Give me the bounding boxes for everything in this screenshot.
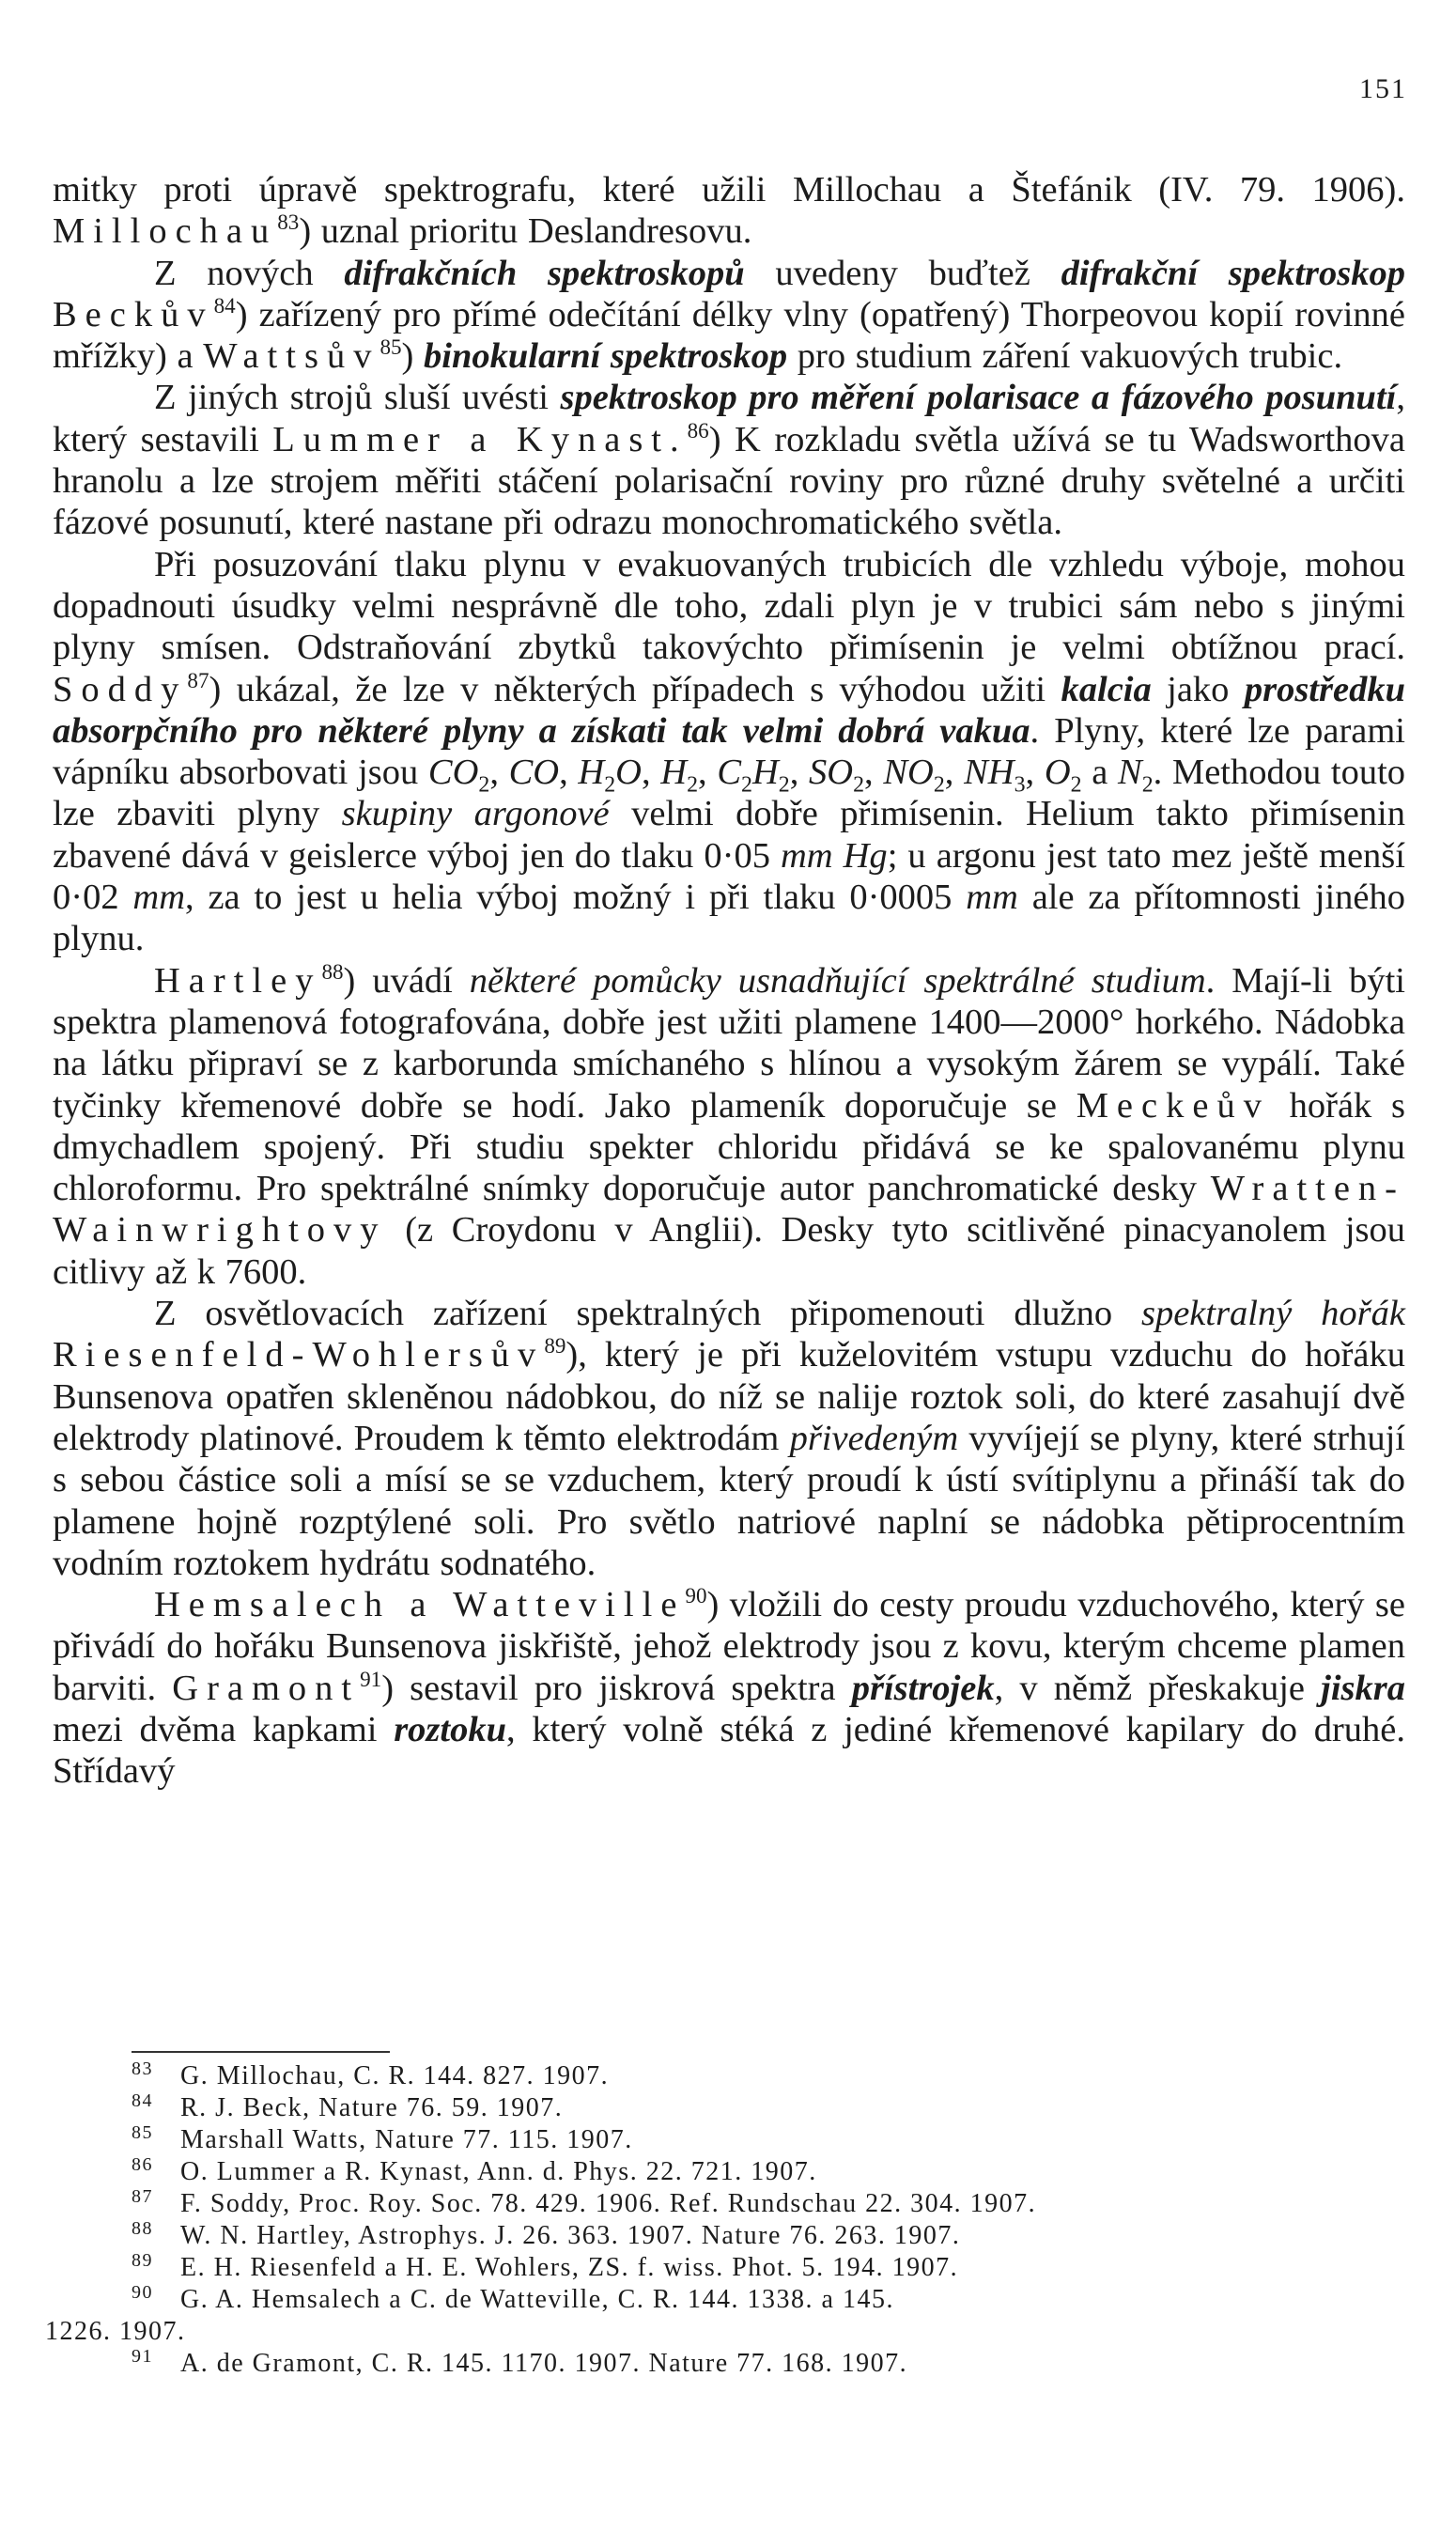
emphasis-text: difrakčních spektroskopů <box>344 253 745 293</box>
spaced-name: Riesenfeld-Wohlersův <box>53 1335 545 1375</box>
footnote-ref: 84 <box>213 293 236 318</box>
text-run: ale za přítomnosti jiného plynu. <box>53 878 1405 959</box>
footnote-text: Marshall Watts, Nature 77. 115. 1907. <box>180 2125 633 2154</box>
subscript: 2 <box>1141 772 1154 798</box>
italic-text: spektralný hořák <box>1140 1294 1405 1334</box>
subscript: 3 <box>1014 772 1026 798</box>
subscript: 2 <box>778 772 790 798</box>
paragraph <box>53 544 1405 960</box>
footnote-ref: 86 <box>687 417 709 443</box>
emphasis-text: binokularní spektroskop <box>424 336 788 377</box>
footnote-text: 1226. 1907. <box>45 2317 186 2346</box>
subscript: 2 <box>478 772 490 798</box>
subscript: 2 <box>933 772 945 798</box>
text-run: , <box>789 753 810 793</box>
footnote: 91 A. de Gramont, C. R. 145. 1170. 1907. Nature 77. 168. 1907. <box>132 2345 908 2378</box>
footnote-text: O. Lummer a R. Kynast, Ann. d. Phys. 22. 721. 1907. <box>180 2157 817 2186</box>
text-run: ), který je při kuželovitém vstupu vzduchu do hořáku Bunsenova opatřen skleněnou nádobkou, do níž se nalije roztok soli, do které zasahují dvě elektrody platinové. Proudem k těmto elektrodám <box>53 1335 1405 1458</box>
text-run: , za to jest u helia výboj možný i při tlaku 0·0005 <box>185 878 967 918</box>
footnote-text: G. Millochau, C. R. 144. 827. 1907. <box>180 2061 610 2090</box>
text-run: Z jiných strojů sluší uvésti <box>154 378 561 418</box>
text-run: mitky proti úpravě spektrografu, které užili Millochau a Štefánik (IV. 79. 1906). <box>53 170 1405 210</box>
footnote-divider <box>132 2051 390 2053</box>
footnote-ref: 90 <box>685 1583 707 1608</box>
spaced-name: Hemsalech a Watteville <box>154 1585 686 1625</box>
text-run: . Methodou touto lze zbaviti plyny <box>53 753 1406 834</box>
italic-text: O <box>615 753 642 793</box>
italic-text: NO <box>883 753 934 793</box>
subscript: 2 <box>687 772 699 798</box>
text-run: jako <box>1151 669 1245 709</box>
footnote-text: A. de Gramont, C. R. 145. 1170. 1907. Nature 77. 168. 1907. <box>180 2349 908 2378</box>
emphasis-text: difrakční spektroskop <box>1061 253 1405 293</box>
paragraph <box>53 960 1405 1293</box>
footnote-text: G. A. Hemsalech a C. de Watteville, C. R. 144. 1338. a 145. <box>180 2285 894 2314</box>
footnote: 90 G. A. Hemsalech a C. de Watteville, C. R. 144. 1338. a 145. <box>132 2281 894 2314</box>
emphasis-text: jiskra <box>1321 1668 1406 1708</box>
emphasis-text: spektroskop pro měření polarisace a fázového posunutí <box>560 378 1397 418</box>
footnote: 87 F. Soddy, Proc. Roy. Soc. 78. 429. 1906. Ref. Rundschau 22. 304. 1907. <box>132 2185 1037 2218</box>
footnote: 83 G. Millochau, C. R. 144. 827. 1907. <box>132 2058 610 2090</box>
emphasis-text: prostředku absorpčního pro některé plyny a získati tak velmi dobrá vakua <box>53 669 1405 751</box>
subscript: 2 <box>604 772 616 798</box>
italic-text: přivedeným <box>789 1418 959 1458</box>
text-run: pro studium záření vakuových trubic. <box>787 336 1343 377</box>
italic-text: SO <box>809 753 854 793</box>
text-run: Při posuzování tlaku plynu v evakuovaných trubicích dle vzhledu výboje, mohou dopadnouti úsudky velmi nesprávně dle toho, zdali plyn je v trubici sám nebo s jinými plyny smísen. Odstraňování zbytků takovýchto přimísenin je velmi obtížnou prací. <box>53 544 1405 668</box>
text-run: ) <box>401 336 424 377</box>
footnote-text: R. J. Beck, Nature 76. 59. 1907. <box>180 2093 564 2122</box>
footnote: 84 R. J. Beck, Nature 76. 59. 1907. <box>132 2089 564 2122</box>
subscript: 2 <box>1070 772 1082 798</box>
text-run: hořák s dmychadlem spojený. Při studiu spekter chloridu přidává se ke spalovanému plynu chloroformu. Pro spektrálné snímky doporučuje autor panchromatické desky <box>53 1085 1405 1209</box>
text-run: uvedeny buďtež <box>744 253 1061 293</box>
italic-text: některé pomůcky usnadňující spektrálné studium <box>469 960 1206 1001</box>
emphasis-text: kalcia <box>1061 669 1152 709</box>
text-run: Z nových <box>154 253 345 293</box>
footnote-text: F. Soddy, Proc. Roy. Soc. 78. 429. 1906. Ref. Rundschau 22. 304. 1907. <box>180 2189 1037 2218</box>
subscript: 2 <box>741 772 752 798</box>
footnote-ref: 83 <box>277 210 300 235</box>
text-run: ) sestavil pro jiskrová spektra <box>381 1668 852 1708</box>
page-number: 151 <box>1359 73 1407 104</box>
text-run: (z Croydonu v Anglii). Desky tyto scitlivěné pinacyanolem jsou citlivy až k 7600. <box>53 1210 1405 1292</box>
text-run: , který volně stéká z jediné křemenové kapilary do druhé. Střídavý <box>53 1709 1406 1792</box>
text-run: . Mají-li býti spektra plamenová fotografována, dobře jest užiti plamene 1400—2000° horkého. Nádobka na látku připraví se z karborunda smíchaného s hlínou a vysokým žárem se vypálí. Také tyčinky křemenové dobře se hodí. Jako plameník doporučuje se <box>53 960 1405 1126</box>
footnote: 85 Marshall Watts, Nature 77. 115. 1907. <box>132 2121 633 2154</box>
text-run: , <box>489 753 509 793</box>
text-run: ) K rozkladu světla užívá se tu Wadsworthova hranolu a lze strojem měřiti stáčení polarisační roviny pro různé druhy světelné a určiti fázové posunutí, které nastane při odrazu monochromatického světla. <box>53 419 1405 543</box>
spaced-name: Millochau <box>53 211 278 252</box>
footnote-ref: 85 <box>379 334 402 360</box>
paragraph <box>53 1293 1405 1584</box>
body-text <box>53 169 1405 1793</box>
paragraph <box>53 253 1405 378</box>
paragraph <box>53 1584 1405 1792</box>
text-run: a <box>1081 753 1119 793</box>
spaced-name: Wratten-Wainwrightovy <box>53 1169 1405 1250</box>
italic-text: NH <box>964 753 1015 793</box>
italic-text: H <box>751 753 779 793</box>
spaced-name: Hartley <box>154 960 322 1001</box>
spaced-name: Lummer a Kynast. <box>272 419 688 459</box>
spaced-name: Wattsův <box>203 336 380 377</box>
footnote-continuation <box>45 2316 1409 2348</box>
footnote-ref: 89 <box>544 1333 566 1359</box>
italic-text: C <box>717 753 742 793</box>
text-run: ) uznal prioritu Deslandresovu. <box>299 211 752 252</box>
spaced-name: Beckův <box>53 294 214 334</box>
footnotes <box>45 2058 1409 2380</box>
emphasis-text: přístrojek <box>851 1668 995 1708</box>
text-run: Z osvětlovacích zařízení spektralných připomenouti dlužno <box>154 1294 1141 1334</box>
footnote-ref: 91 <box>360 1666 382 1691</box>
emphasis-text: roztoku <box>394 1709 507 1749</box>
italic-text: CO <box>427 753 479 793</box>
italic-text: N <box>1118 753 1142 793</box>
text-run: , <box>1025 753 1045 793</box>
footnote-text: W. N. Hartley, Astrophys. J. 26. 363. 1907. Nature 76. 263. 1907. <box>180 2221 961 2250</box>
text-run: ) ukázal, že lze v některých případech s výhodou užiti <box>209 669 1061 709</box>
text-run: . Plyny, které lze parami vápníku absorbovati jsou <box>53 710 1405 793</box>
italic-text: mm <box>132 878 186 918</box>
italic-text: mm Hg <box>780 835 888 876</box>
text-run: , <box>864 753 884 793</box>
text-run: , <box>641 753 661 793</box>
text-run: mezi dvěma kapkami <box>53 1709 395 1749</box>
footnote-text: E. H. Riesenfeld a H. E. Wohlers, ZS. f. wiss. Phot. 5. 194. 1907. <box>180 2253 959 2282</box>
text-run: vyvíjejí se plyny, které strhují s sebou částice soli a mísí se se vzduchem, který proudí k ústí svítiplynu a přináší tak do plamene hojně rozptýlené soli. Pro světlo natriové naplní se nádobka pětiprocentním vodním roztokem hydrátu sodnatého. <box>53 1418 1405 1583</box>
text-run: ) uvádí <box>343 960 470 1001</box>
subscript: 2 <box>853 772 865 798</box>
text-run: ) zařízený pro přímé odečítání délky vlny (opatřený) Thorpeovou kopií rovinné mřížky) a <box>53 294 1405 377</box>
text-run: , který sestavili <box>53 378 1405 459</box>
italic-text: mm <box>966 878 1018 918</box>
text-run: ) vložili do cesty proudu vzduchového, který se přivádí do hořáku Bunsenova jiskřiště, jehož elektrody jsou z kovu, kterým chceme plamen barviti. <box>53 1585 1405 1708</box>
spaced-name: Meckeův <box>1076 1085 1270 1126</box>
text-run: velmi dobře přimísenin. Helium takto přimísenin zbavené dává v geislerce výboj jen do tlaku 0·05 <box>53 794 1405 876</box>
italic-text: H <box>578 753 605 793</box>
text-run: ; u argonu jest tato mez ještě menší 0·02 <box>53 835 1405 918</box>
paragraph <box>53 169 1405 253</box>
text-run: , <box>559 753 579 793</box>
italic-text: skupiny argonové <box>341 794 610 834</box>
paragraph <box>53 377 1405 543</box>
footnote: 86 O. Lummer a R. Kynast, Ann. d. Phys. 22. 721. 1907. <box>132 2153 817 2186</box>
text-run: , <box>698 753 718 793</box>
text-run: , <box>944 753 965 793</box>
italic-text: O <box>1044 753 1071 793</box>
footnote: 88 W. N. Hartley, Astrophys. J. 26. 363. 1907. Nature 76. 263. 1907. <box>132 2217 961 2250</box>
text-run: , v němž přeskakuje <box>994 1668 1322 1708</box>
spaced-name: Soddy <box>53 669 188 709</box>
spaced-name: Gramont <box>172 1668 361 1708</box>
footnote-ref: 88 <box>321 958 344 984</box>
footnote-ref: 87 <box>187 667 209 692</box>
footnote: 89 E. H. Riesenfeld a H. E. Wohlers, ZS. f. wiss. Phot. 5. 194. 1907. <box>132 2249 959 2282</box>
italic-text: CO <box>508 753 560 793</box>
italic-text: H <box>660 753 688 793</box>
